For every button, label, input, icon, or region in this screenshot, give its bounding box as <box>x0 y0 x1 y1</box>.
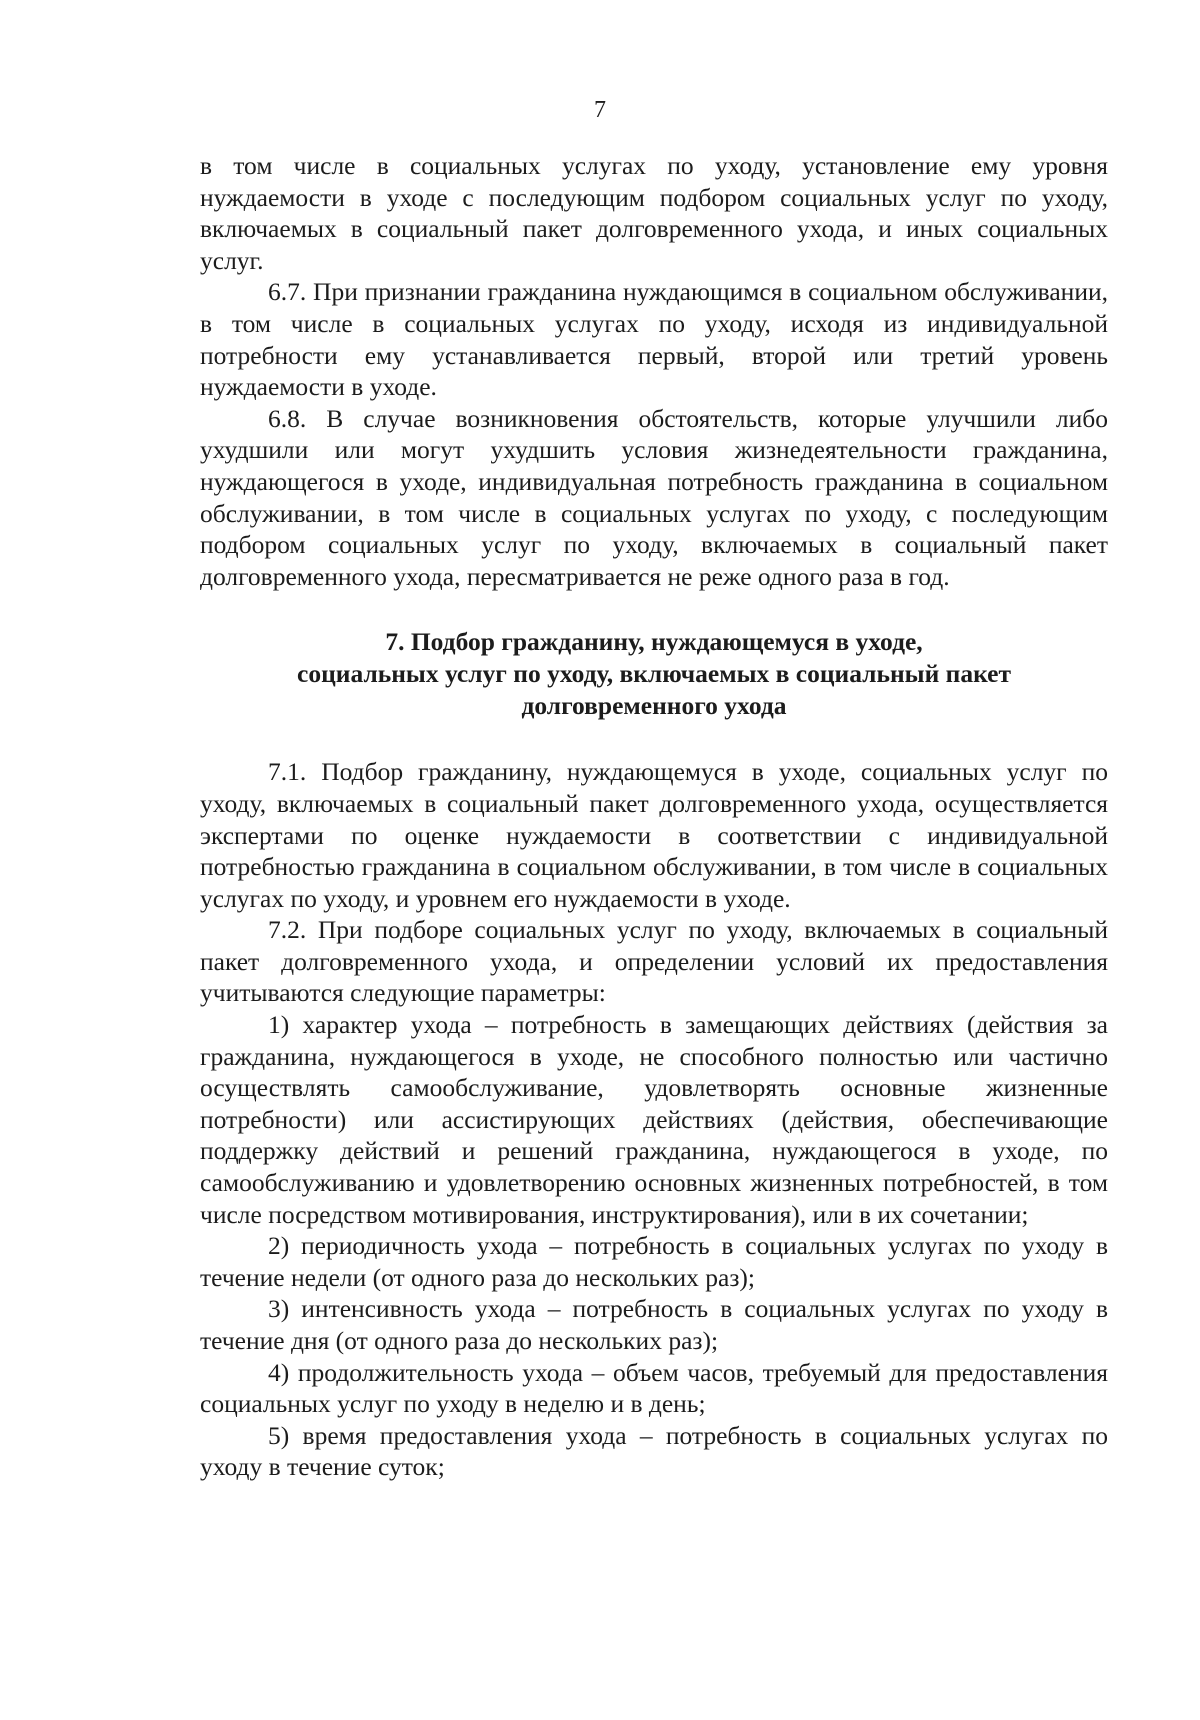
section-heading-line: долговременного ухода <box>521 691 787 721</box>
section-heading-line: 7. Подбор гражданину, нуждающемуся в уходе, <box>385 627 923 657</box>
paragraph-6-8: 6.8. В случае возникновения обстоятельств, которые улучшили либо ухудшили или могут ухудшить условия жизнедеятельности гражданина, нуждающегося в уходе, индивидуальная потребность гражданина в социальном обслуживании, в том числе в социальных услугах по уходу, с последующим подбором социальных услуг по уходу, включаемых в социальный пакет долговременного ухода, пересматривается не реже одного раза в год. <box>200 403 1108 591</box>
section-heading <box>200 626 1108 722</box>
list-item-2: 2) периодичность ухода – потребность в социальных услугах по уходу в течение недели (от одного раза до нескольких раз); <box>200 1231 1108 1292</box>
paragraph-continuation: в том числе в социальных услугах по уходу, установление ему уровня нуждаемости в уходе с последующим подбором социальных услуг по уходу, включаемых в социальный пакет долговременного ухода, и иных социальных услуг. <box>200 151 1108 275</box>
list-item-3: 3) интенсивность ухода – потребность в социальных услугах по уходу в течение дня (от одного раза до нескольких раз); <box>200 1294 1108 1355</box>
paragraph-7-2: 7.2. При подборе социальных услуг по уходу, включаемых в социальный пакет долговременного ухода, и определении условий их предоставления учитываются следующие параметры: <box>200 915 1108 1008</box>
paragraph-6-7: 6.7. При признании гражданина нуждающимся в социальном обслуживании, в том числе в социальных услугах по уходу, исходя из индивидуальной потребности ему устанавливается первый, второй или третий уровень нуждаемости в уходе. <box>200 277 1108 402</box>
document-body <box>200 150 1108 1483</box>
paragraph-7-1: 7.1. Подбор гражданину, нуждающемуся в уходе, социальных услуг по уходу, включаемых в социальный пакет долговременного ухода, осуществляется экспертами по оценке нуждаемости в соответствии с индивидуальной потребностью гражданина в социальном обслуживании, в том числе в социальных услугах по уходу, и уровнем его нуждаемости в уходе. <box>200 757 1108 913</box>
list-item-4: 4) продолжительность ухода – объем часов, требуемый для предоставления социальных услуг по уходу в неделю и в день; <box>200 1357 1108 1419</box>
section-heading-line: социальных услуг по уходу, включаемых в социальный пакет <box>297 659 1011 689</box>
page-number: 7 <box>594 97 606 123</box>
list-item-1: 1) характер ухода – потребность в замещающих действиях (действия за гражданина, нуждающегося в уходе, не способного полностью или частично осуществлять самообслуживание, удовлетворять основные жизненные потребности) или ассистирующих действиях (действия, обеспечивающие поддержку действий и решений гражданина, нуждающегося в уходе, по самообслуживанию и удовлетворению основных жизненных потребностей, в том числе посредством мотивирования, инструктирования), или в их сочетании; <box>200 1010 1108 1229</box>
list-item-5: 5) время предоставления ухода – потребность в социальных услугах по уходу в течение суток; <box>200 1420 1108 1482</box>
